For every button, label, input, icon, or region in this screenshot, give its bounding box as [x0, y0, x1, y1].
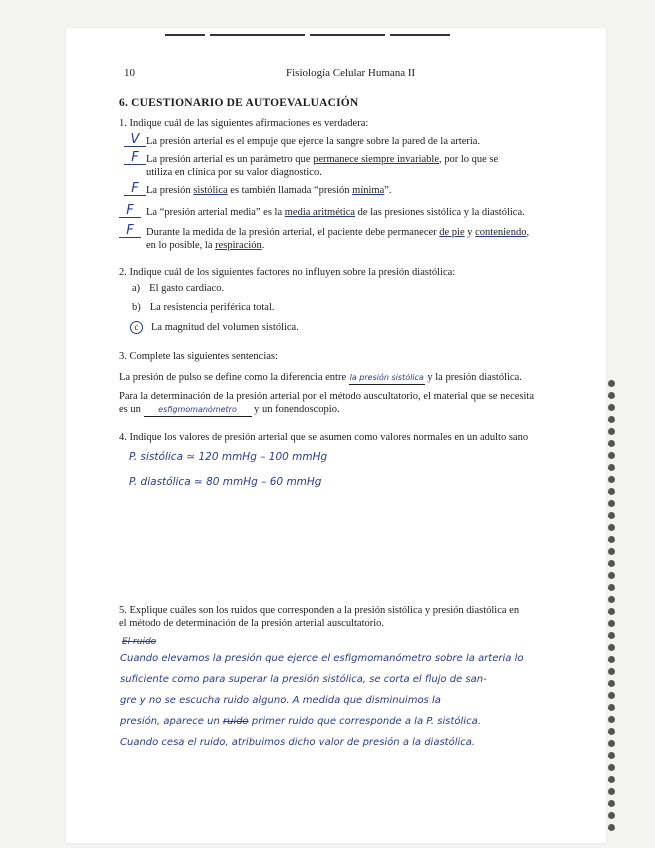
spiral-ring [608, 716, 615, 723]
question-4: 4. Indique los valores de presión arterial que se asumen como valores normales en un adulto sano [119, 432, 529, 443]
spiral-ring [608, 560, 615, 567]
answer-mark: V [124, 133, 146, 147]
spiral-ring [608, 416, 615, 423]
option-b: b) La resistencia periférica total. [132, 302, 275, 313]
spiral-ring [608, 380, 615, 387]
answer-mark: F [119, 224, 141, 238]
spiral-ring [608, 524, 615, 531]
question-3: 3. Complete las siguientes sentencias: [119, 351, 278, 362]
spiral-ring [608, 692, 615, 699]
spiral-ring [608, 596, 615, 603]
spiral-ring [608, 704, 615, 711]
spiral-ring [608, 632, 615, 639]
top-rule [165, 34, 205, 36]
answer-mark: F [124, 182, 146, 196]
spiral-ring [608, 656, 615, 663]
statement: La presión arterial es el empuje que ejerce la sangre sobre la pared de la arteria. [146, 136, 481, 147]
spiral-ring [608, 488, 615, 495]
running-title: Fisiología Celular Humana II [286, 67, 416, 79]
spiral-ring [608, 752, 615, 759]
crossed-word: El ruido [122, 637, 157, 647]
spiral-ring [608, 464, 615, 471]
spiral-ring [608, 680, 615, 687]
spiral-ring [608, 500, 615, 507]
spiral-ring [608, 428, 615, 435]
question-5: 5. Explique cuáles son los ruidos que corresponden a la presión sistólica y presión diastólica en el método de determinación de la presión arterial auscultatorio. [119, 605, 520, 629]
top-rule [210, 34, 305, 36]
section-title: 6. CUESTIONARIO DE AUTOEVALUACIÓN [119, 97, 359, 109]
spiral-ring [608, 548, 615, 555]
spiral-ring [608, 476, 615, 483]
statement: La presión sistólica es también llamada “presión mínima”. [146, 185, 392, 196]
spiral-ring [608, 608, 615, 615]
spiral-ring [608, 788, 615, 795]
spiral-ring [608, 800, 615, 807]
spiral-ring [608, 776, 615, 783]
sentence-1: La presión de pulso se define como la diferencia entre la presión sistólica y la presión diastólica. [119, 372, 522, 383]
handwritten-answer: P. diastólica ≃ 80 mmHg – 60 mmHg [129, 476, 322, 488]
handwritten-answer: Cuando elevamos la presión que ejerce el esfigmomanómetro sobre la arteria lo suficiente como para superar la presión sistólica, se corta el flujo de san- gre y no se escucha ruido alguno. A medida que disminuimos la presión, aparece un ruido primer ruido que corresponde a la P. sistólica. Cuando cesa el ruido, atribuimos dicho valor de presión a la diastólica. [120, 653, 524, 748]
spiral-ring [608, 812, 615, 819]
spiral-ring [608, 644, 615, 651]
spiral-ring [608, 620, 615, 627]
question-1: 1. Indique cuál de las siguientes afirmaciones es verdadera: [119, 118, 369, 129]
spiral-ring [608, 536, 615, 543]
spiral-ring [608, 440, 615, 447]
spiral-ring [608, 764, 615, 771]
spiral-ring [608, 728, 615, 735]
top-rule [390, 34, 450, 36]
handwritten-answer: P. sistólica ≃ 120 mmHg – 100 mmHg [129, 451, 328, 463]
statement: Durante la medida de la presión arterial, el paciente debe permanecer de pie y conteniendo, en lo posible, la respiración. [146, 227, 530, 251]
question-2: 2. Indique cuál de los siguientes factores no influyen sobre la presión diastólica: [119, 267, 456, 278]
spiral-ring [608, 584, 615, 591]
option-a: a) El gasto cardiaco. [132, 283, 225, 294]
spiral-ring [608, 452, 615, 459]
spiral-ring [608, 392, 615, 399]
spiral-ring [608, 824, 615, 831]
spiral-ring [608, 572, 615, 579]
statement: La “presión arterial media” es la media aritmética de las presiones sistólica y la diastólica. [146, 207, 525, 218]
selected-circle: c [130, 321, 143, 334]
page-number: 10 [124, 67, 135, 79]
answer-mark: F [119, 204, 141, 218]
statement: La presión arterial es un parámetro que permanece siempre invariable, por lo que se utiliza en clínica por su valor diagnostico. [146, 154, 499, 178]
top-rule [310, 34, 385, 36]
spiral-ring [608, 404, 615, 411]
sentence-2: Para la determinación de la presión arterial por el método auscultatorio, el material que se necesita es un esfigmomanómetro y un fonendoscopio. [119, 391, 534, 415]
spiral-ring [608, 668, 615, 675]
spiral-ring [608, 740, 615, 747]
spiral-ring [608, 512, 615, 519]
option-c: c La magnitud del volumen sistólica. [130, 321, 299, 334]
answer-mark: F [124, 151, 146, 165]
